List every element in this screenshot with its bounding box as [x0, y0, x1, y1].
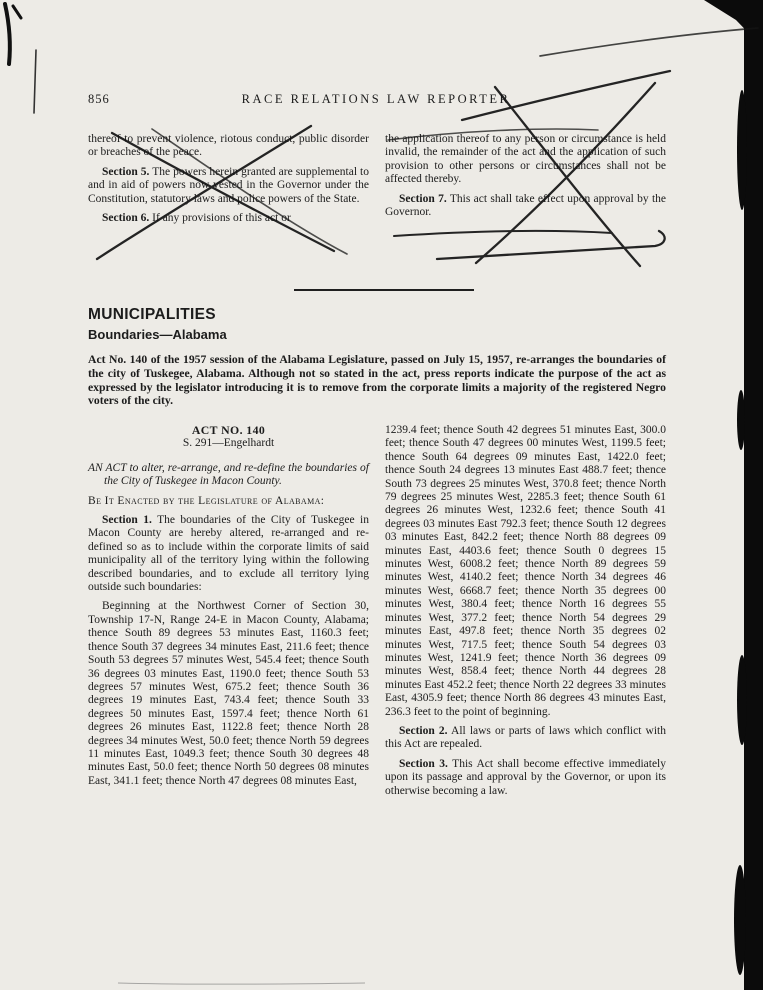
- act-right-column: [385, 424, 666, 804]
- section-1-label: Section 1.: [102, 514, 152, 527]
- scan-edge-left: [5, 4, 36, 113]
- enacting-clause: Be It Enacted by the Legislature of Alabama:: [88, 494, 325, 507]
- act-bill-number: S. 291—Engelhardt: [182, 437, 275, 450]
- paragraph-section-7: [385, 193, 666, 220]
- boundary-description-left: Beginning at the Northwest Corner of Section 30, Township 17-N, Range 24-E in Macon County, Alabama; thence South 89 degrees 53 minutes East, 1160.3 feet; thence South 37 degrees 34 minutes East, 211.6 feet; thence South 53 degrees 57 minutes West, 545.4 feet; thence South 36 degrees 03 minutes East, 1190.0 feet; thence South 53 degrees 57 minutes West, 675.2 feet; thence South 36 degrees 19 minutes East, 743.4 feet; thence South 33 degrees 50 minutes East, 1597.4 feet; thence North 61 degrees 26 minutes East, 1122.8 feet; thence North 28 degrees 34 minutes West, 50.0 feet; thence North 59 degrees 11 minutes East, 1049.3 feet; thence South 30 degrees 48 minutes East, 50.0 feet; thence North 50 degrees 08 minutes East, 341.1 feet; thence North 47 degrees 08 minutes East,: [88, 600, 369, 787]
- page-number: 856: [88, 92, 110, 106]
- act-summary: Act No. 140 of the 1957 session of the Alabama Legislature, passed on July 15, 1957, re-arranges the boundaries of the city of Tuskegee, Alabama. Although not so stated in the act, press reports indicate the purpose of the act as expressed by the legislator introducing it is to remove from the corporate limits a majority of the registered Negro voters of the city.: [88, 353, 666, 408]
- paragraph-section-6: [88, 212, 369, 225]
- scan-line-bottom: [118, 983, 365, 984]
- paragraph-section-3: [385, 758, 666, 798]
- paragraph-section-2: [385, 725, 666, 752]
- act-left-column: [88, 424, 369, 804]
- section-6-label: Section 6.: [102, 212, 150, 225]
- paragraph: the application thereof to any person or circumstance is held invalid, the remainder of the act and the application of such provision to other persons or circumstances shall not be affected thereby.: [385, 133, 666, 186]
- act-text-section: [88, 424, 666, 804]
- section-7-text: This act shall take effect upon approval by the Governor.: [385, 192, 667, 219]
- act-caption: AN ACT to alter, re-arrange, and re-define the boundaries of the City of Tuskegee in Macon County.: [88, 461, 369, 488]
- section-3-text: This Act shall become effective immediately upon its passage and approval by the Governor, or upon its otherwise becoming a law.: [385, 757, 666, 797]
- boundaries-subheading: Boundaries—Alabama: [88, 327, 227, 342]
- paragraph: thereof to prevent violence, riotous conduct, public disorder or breaches of the peace.: [88, 133, 369, 159]
- section-3-label: Section 3.: [399, 757, 448, 770]
- paragraph-section-5: [88, 166, 369, 206]
- section-5-text: The powers herein granted are supplemental to and in aid of powers now vested in the Governor under the Constitution, statutory laws and police powers of the State.: [88, 165, 369, 205]
- municipalities-heading: MUNICIPALITIES: [88, 306, 216, 323]
- section-1-text: The boundaries of the City of Tuskegee in Macon County are hereby altered, re-arranged and re-defined so as to include within the corporate limits of said municipality all of the territory lying within the following described boundaries, and to exclude all territory lying outside such boundaries:: [88, 514, 369, 594]
- section-7-label: Section 7.: [399, 192, 447, 205]
- section-2-label: Section 2.: [399, 724, 448, 737]
- page-header: [88, 92, 664, 110]
- paragraph-section-1: [88, 514, 369, 594]
- prior-act-section: [88, 133, 666, 231]
- section-2-text: All laws or parts of laws which conflict with this Act are repealed.: [385, 724, 666, 751]
- section-5-label: Section 5.: [102, 165, 150, 178]
- section-divider: [294, 289, 474, 291]
- prior-act-right-column: [385, 133, 666, 231]
- prior-act-left-column: [88, 133, 369, 231]
- boundary-description-right: 1239.4 feet; thence South 42 degrees 51 minutes East, 300.0 feet; thence South 47 degrees 00 minutes West, 1199.5 feet; thence South 64 degrees 09 minutes East, 1422.0 feet; thence South 24 degrees 13 minutes East 488.7 feet; thence South 73 degrees 25 minutes West, 370.8 feet; thence North 79 degrees 25 minutes West, 2285.3 feet; thence South 61 degrees 26 minutes West, 1232.6 feet; thence South 41 degrees 03 minutes East 792.3 feet; thence South 12 degrees 03 minutes East, 842.2 feet; thence North 88 degrees 09 minutes East, 4403.6 feet; thence South 0 degrees 15 minutes West, 6008.2 feet; thence North 89 degrees 59 minutes West, 4140.2 feet; thence North 34 degrees 46 minutes West, 6668.7 feet; thence North 35 degrees 00 minutes West, 380.4 feet; thence North 16 degrees 55 minutes West, 377.2 feet; thence North 54 degrees 29 minutes East, 497.8 feet; thence North 35 degrees 02 minutes West, 717.5 feet; thence South 54 degrees 03 minutes West, 1241.9 feet; thence North 36 degrees 09 minutes West, 858.4 feet; thence North 44 degrees 28 minutes East 452.2 feet; thence North 22 degrees 33 minutes East, 4305.9 feet; thence North 86 degrees 43 minutes East, 236.3 feet to the point of beginning.: [385, 424, 666, 718]
- journal-title: RACE RELATIONS LAW REPORTER: [241, 92, 511, 106]
- act-number: ACT NO. 140: [191, 423, 266, 437]
- scan-edge-right: [704, 0, 763, 990]
- section-6-text: If any provisions of this act or: [152, 212, 291, 225]
